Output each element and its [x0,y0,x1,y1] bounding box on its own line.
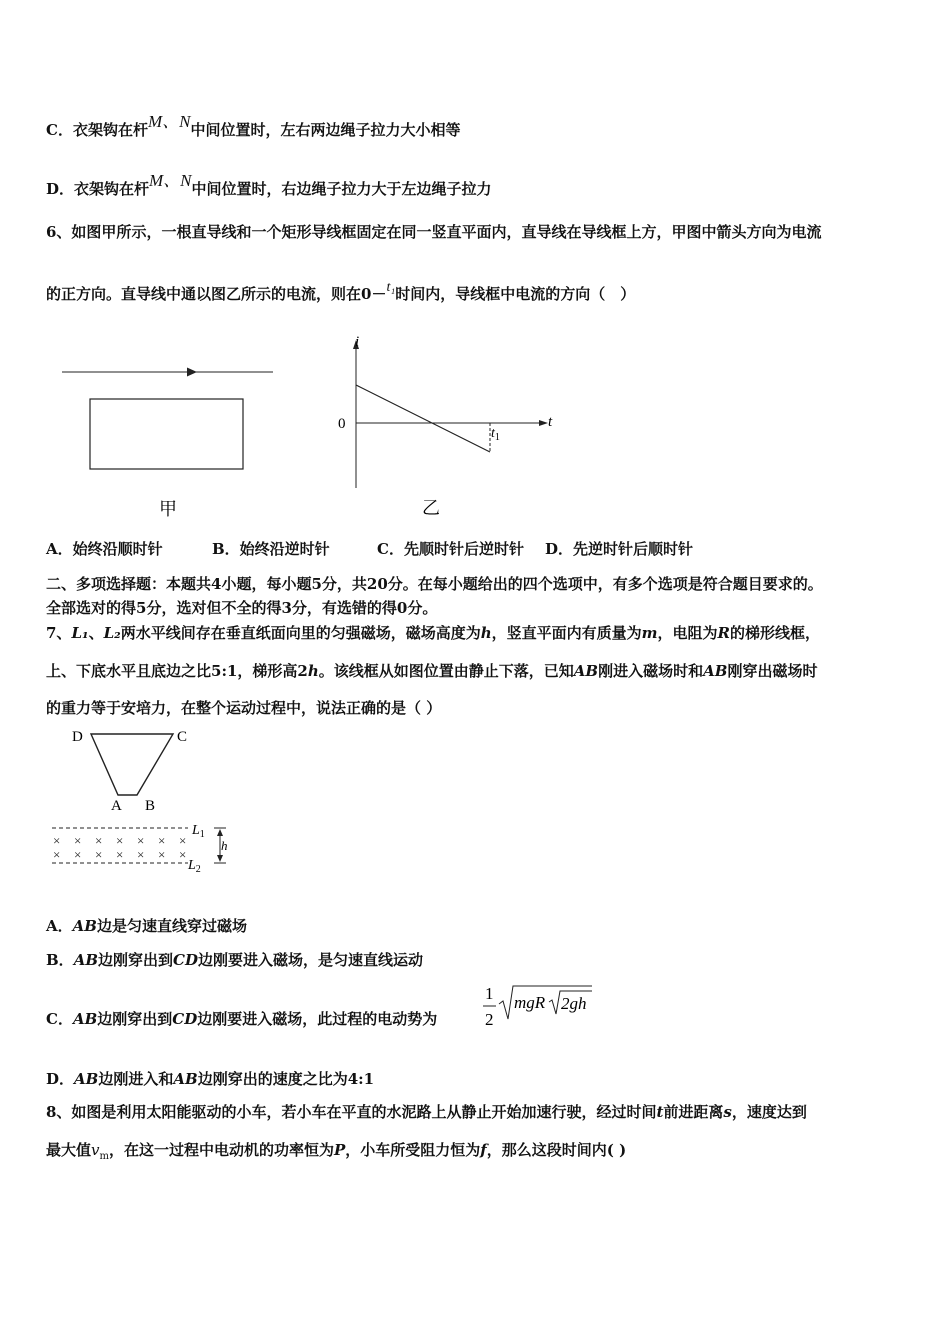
q7-l2-ab2: AB [703,662,728,680]
q5-option-d-var: M、N [149,171,192,190]
q7-l2-a: 上、下底水平且底边之比5:1，梯形高2 [46,662,308,680]
t1-tick-label-base: t [491,426,495,441]
q6-stem-line2-suffix: 时间内，导线框中电流的方向（ ） [395,285,636,303]
q7-option-b [46,949,423,970]
cross-10: × [95,847,103,862]
section2-header-line2: 全部选对的得5分，选对但不全的得3分，有选错的得0分。 [46,599,438,617]
rectangular-loop [90,399,243,469]
formula-denominator: 2 [485,1010,494,1029]
label-h: h [221,838,228,853]
q6-option-d: D．先逆时针后顺时针 [545,540,694,558]
q5-option-c [46,112,461,140]
q6-option-c: C．先顺时针后逆时针 [377,540,524,558]
cross-1: × [53,833,61,848]
x-axis-arrow-icon [539,420,548,426]
q8-l2-c: ，小车所受阻力恒为 [345,1141,481,1159]
cross-14: × [179,847,187,862]
cross-6: × [158,833,166,848]
q8-l1-b: 前进距离 [663,1103,724,1121]
q7-figure [50,722,250,882]
q8-stem-line2 [46,1139,626,1162]
q7-l1-L2: L₂ [103,624,121,642]
q6-stem-line2-var: t₁ [386,280,396,295]
label-c: C [177,729,188,745]
q8-l2-p: P [334,1141,346,1159]
q7-option-d [46,1068,374,1089]
cross-5: × [137,833,145,848]
figure-jia-label: 甲 [159,499,177,519]
q6-stem-line2 [46,280,636,304]
q7-option-a [46,915,247,936]
q7-stem-line2 [46,660,817,681]
q7-b-ab: AB [73,951,99,969]
q7-d-a: D． [46,1070,75,1088]
q8-l1-c: ，速度达到 [731,1103,807,1121]
q7-a-b: 边是匀速直线穿过磁场 [96,917,247,935]
magnetic-field-crosses [53,833,186,862]
label-l2-sub: 2 [195,864,201,875]
q7-l1-R: R [717,624,730,642]
current-arrow-icon [187,368,197,377]
q8-l2-d: ，那么这段时间内( ) [486,1141,627,1159]
radicand-2gh: 2gh [561,994,587,1013]
q7-b-b: 边刚穿出到 [98,951,174,969]
q5-option-c-var: M、N [147,112,191,131]
q7-d-b: 边刚进入和 [98,1070,174,1088]
q7-a-ab: AB [72,917,97,935]
radicand-mgr: mgR [514,993,546,1012]
cross-7: × [179,833,187,848]
q8-l2-b: ，在这一过程中电动机的功率恒为 [108,1141,334,1159]
cross-11: × [116,847,124,862]
q7-b-a: B． [46,951,74,969]
q8-l1-a: 8、如图是利用太阳能驱动的小车，若小车在平直的水泥路上从静止开始加速行驶，经过时间 [46,1103,657,1121]
q7-option-c [46,1008,437,1029]
q8-l2-a: 最大值 [46,1141,92,1159]
label-l1-sub: 1 [199,829,205,840]
q7-l2-d: 刚穿出磁场时 [727,662,818,680]
cross-9: × [74,847,82,862]
q7-l1-sep: 、 [88,624,104,642]
q7-a-a: A． [46,917,73,935]
q7-c-a: C． [46,1010,73,1028]
q8-stem-line1 [46,1101,807,1122]
x-axis-label: t [548,414,553,430]
figure-yi-label: 乙 [422,498,440,518]
q5-option-c-suffix: 中间位置时，左右两边绳子拉力大小相等 [190,121,461,139]
q7-b-c: 边刚要进入磁场，是匀速直线运动 [197,951,423,969]
q7-l1-c: ，竖直平面内有质量为 [491,624,642,642]
t1-tick-label [491,426,500,443]
q7-l2-b: 。该线框从如图位置由静止下落，已知 [318,662,574,680]
emf-formula [482,980,597,1030]
label-l2 [187,858,201,875]
trapezoid-loop [91,734,173,795]
q6-figure-jia [55,355,285,530]
q7-l1-a: 7、 [46,624,72,642]
q7-l2-c: 刚进入磁场时和 [598,662,704,680]
cross-12: × [137,847,145,862]
label-a: A [111,798,122,814]
q7-c-ab: AB [72,1010,98,1028]
q6-figure-yi [330,330,570,530]
formula-numerator: 1 [485,984,494,1003]
label-l1 [191,823,205,840]
cross-8: × [53,847,61,862]
q7-b-cd: CD [173,951,198,969]
q5-option-d-suffix: 中间位置时，右边绳子拉力大于左边绳子拉力 [191,180,492,198]
y-axis-label: i [355,334,360,350]
q8-l2-vsub: m [99,1151,109,1162]
cross-2: × [74,833,82,848]
q7-l1-e: 的梯形线框， [730,624,821,642]
q7-stem-line3: 的重力等于安培力，在整个运动过程中，说法正确的是（ ） [46,699,442,717]
h-arrow-down-icon [217,855,223,862]
q5-option-d [46,171,492,199]
q8-l1-s: s [723,1103,732,1121]
q7-l1-m: m [641,624,658,642]
section2-header-line1: 二、多项选择题：本题共4小题，每小题5分，共20分。在每小题给出的四个选项中，有多个选项是符合题目要求的。 [46,575,823,593]
label-l2-base: L [188,858,196,873]
q8-l2-f: f [480,1141,487,1159]
q6-option-b: B．始终沿逆时针 [212,540,330,558]
h-arrow-up-icon [217,829,223,836]
q7-c-b: 边刚穿出到 [97,1010,173,1028]
q6-stem-line1: 6、如图甲所示，一根直导线和一个矩形导线框固定在同一竖直平面内，直导线在导线框上方，甲图中箭头方向为电流 [46,223,822,241]
q7-l2-ab1: AB [573,662,599,680]
cross-13: × [158,847,166,862]
t1-tick-label-sub: 1 [494,432,500,443]
q6-stem-line2-prefix: 的正方向。直导线中通以图乙所示的电流，则在0－ [46,285,387,303]
q5-option-d-prefix: D．衣架钩在杆 [46,180,150,198]
q7-l1-b: 两水平线间存在垂直纸面向里的匀强磁场，磁场高度为 [120,624,481,642]
label-d: D [72,729,83,745]
q7-l1-d: ，电阻为 [657,624,718,642]
q5-option-c-prefix: C．衣架钩在杆 [46,121,148,139]
q7-d-ab2: AB [173,1070,198,1088]
q7-d-c: 边刚穿出的速度之比为4:1 [197,1070,375,1088]
cross-3: × [95,833,103,848]
q7-l1-h: h [480,624,492,642]
q7-c-c: 边刚要进入磁场，此过程的电动势为 [197,1010,438,1028]
cross-4: × [116,833,124,848]
q7-c-cd: CD [172,1010,198,1028]
q8-l1-t: t [656,1103,664,1121]
q8-l2-v: v [91,1141,100,1159]
current-line [356,385,490,452]
label-b: B [145,798,156,814]
label-l1-base: L [192,823,200,838]
origin-label: 0 [338,416,346,432]
q7-d-ab1: AB [74,1070,99,1088]
q7-stem-line1 [46,622,820,643]
q7-l1-L1: L₁ [71,624,89,642]
q6-option-a: A．始终沿顺时针 [46,540,163,558]
q7-l2-h: h [307,662,319,680]
